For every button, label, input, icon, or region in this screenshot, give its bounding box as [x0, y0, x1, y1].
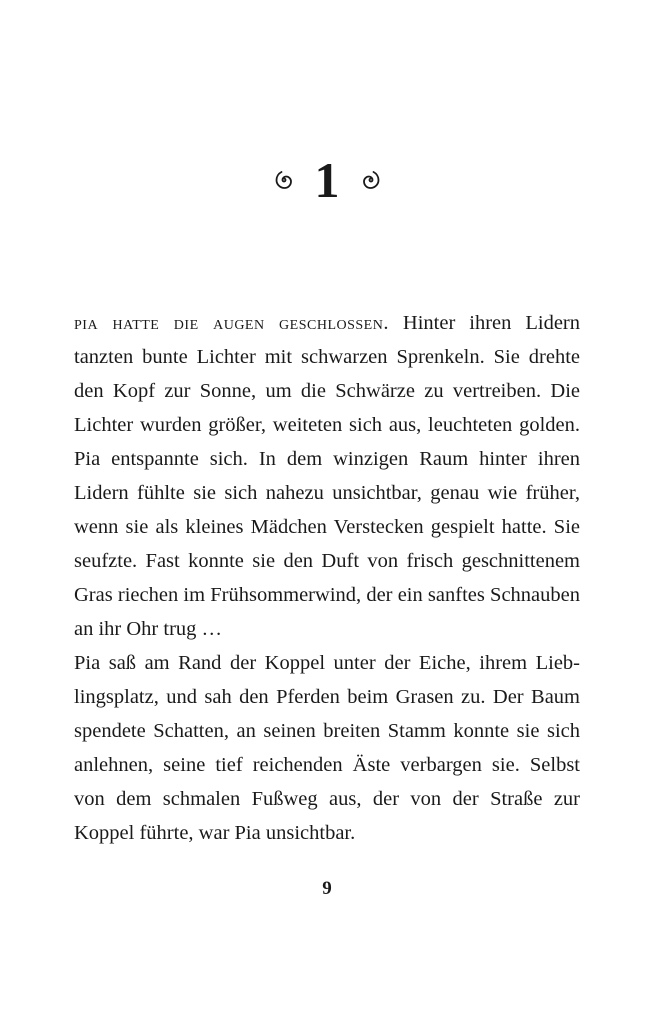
- swirl-ornament-left-icon: [273, 169, 295, 191]
- chapter-heading: [0, 152, 654, 208]
- paragraph-1-text: Hinter ihren Lidern tanzten bunte Lichter mit schwarzen Sprenkeln. Sie drehte den Kopf zur Sonne, um die Schwärze zu vertreiben. Die Lichter wurden größer, weiteten sich aus, leuchteten golden. Pia entspannte sich. In dem winzigen Raum hinter ihren Lidern fühlte sie sich nahezu unsichtbar, genau wie früher, wenn sie als kleines Mädchen Verstecken gespielt hatte. Sie seufzte. Fast konnte sie den Duft von frisch geschnittenem Gras riechen im Frühsommerwind, der ein sanftes Schnauben an ihr Ohr trug …: [74, 312, 580, 640]
- paragraph-2: Pia saß am Rand der Koppel unter der Eiche, ihrem Lieblingsplatz, und sah den Pferden beim Grasen zu. Der Baum spendete Schatten, an seinen breiten Stamm konnte sie sich anlehnen, seine tief reichenden Äste verbargen sie. Selbst von dem schmalen Fußweg aus, der von der Straße zur Koppel führte, war Pia unsichtbar.: [74, 652, 580, 844]
- page-number: 9: [322, 878, 332, 899]
- paragraph-1: [74, 306, 580, 646]
- swirl-ornament-right-icon: [360, 169, 382, 191]
- body-text: [74, 306, 580, 850]
- chapter-number: 1: [314, 152, 340, 208]
- paragraph-lead-smallcaps: pia hatte die augen geschlossen.: [74, 312, 389, 334]
